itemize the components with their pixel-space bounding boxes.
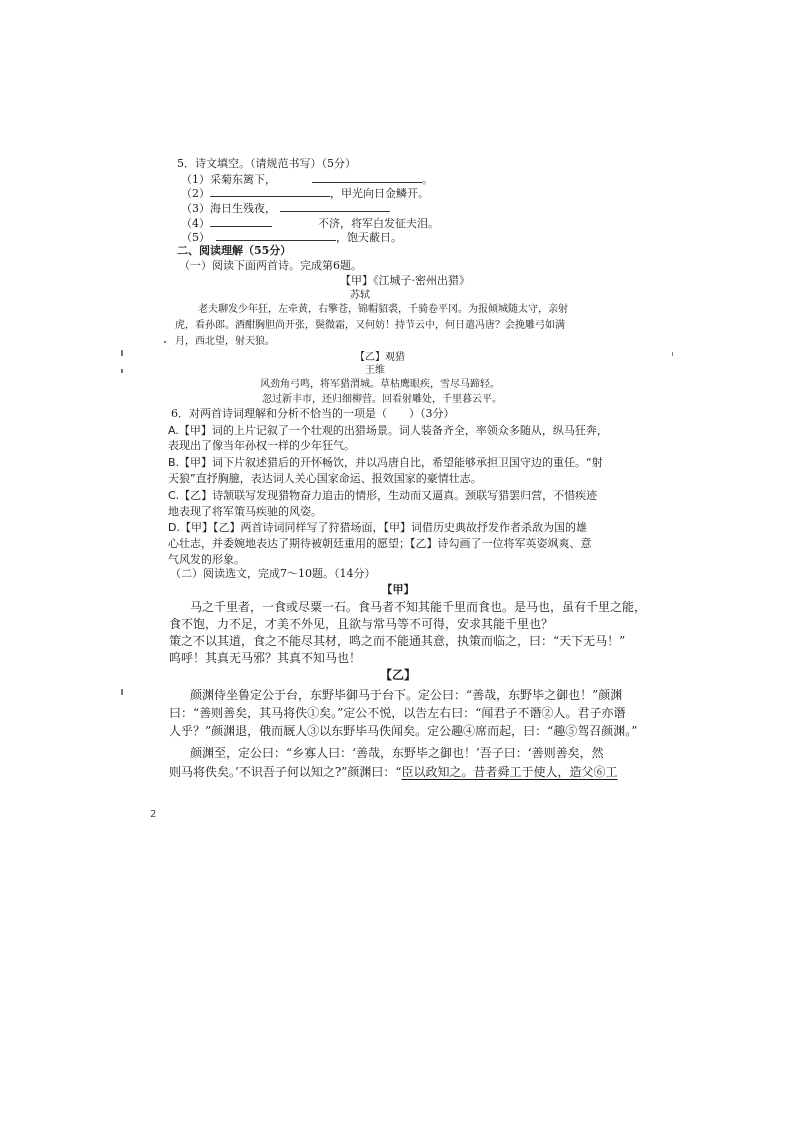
text-a-line-3: 策之不以其道，食之不能尽其材，鸣之而不能通其意，执策而临之，曰：“天下无马！”	[169, 634, 626, 648]
q5-line-1: （1）采菊东篱下， 。	[181, 173, 433, 186]
q5-line-4: （4） 不济，将军白发征夫泪。	[181, 217, 439, 230]
q5-line-5: （5） ，饱天蔽日。	[181, 231, 402, 244]
q5-line-2: （2） ，甲光向日金鳞开。	[181, 187, 429, 200]
scan-mark	[164, 341, 166, 343]
q6-option-d-line-2: 心壮志，并委婉地表达了期待被朝廷重用的愿望；【乙】诗勾画了一位将军英姿飒爽、意	[168, 537, 592, 550]
q6-stem: 6．对两首诗词理解和分析不恰当的一项是（ ）（3分）	[171, 407, 455, 420]
poem-b-author: 王维	[365, 365, 385, 376]
scan-mark	[672, 352, 673, 356]
text-a-line-4: 呜呼！其真无马邪？其真不知马也！	[169, 651, 362, 665]
poem-b-title: 【乙】观猎	[355, 352, 405, 363]
text-b-title: 【乙】	[379, 668, 416, 682]
text-b-line-2: 曰：“善则善矣，其马将佚①矣。”定公不悦，以告左右曰：“闻君子不谮②人。君子亦谮	[169, 706, 626, 720]
text-b-line-1: 颜渊侍坐鲁定公于台，东野毕御马于台下。定公曰：“善哉，东野毕之御也！”颜渊	[190, 688, 623, 702]
q6-option-a-line-1: A.【甲】词的上片记叙了一个壮观的出猎场景。词人装备齐全，率领众多随从，纵马狂奔，	[168, 424, 608, 437]
text-b-line-5: 则马将佚矣。’不识吾子何以知之?”颜渊曰：“臣以政知之。昔者舜工于使人，造父⑥工	[169, 765, 618, 779]
poem-a-line-1: 老夫聊发少年狂，左牵黄，右擎苍，锦帽貂裘，千骑卷平冈。为报倾城随太守，亲射	[198, 304, 568, 315]
poem-a-title: 【甲】《江城子·密州出猎》	[340, 274, 470, 287]
q6-option-b-line-1: B.【甲】词下片叙述猎后的开怀畅饮，并以冯唐自比，希望能够承担卫国守边的重任。“射	[168, 456, 603, 469]
q6-option-c-line-2: 地表现了将军策马疾驰的风姿。	[168, 505, 322, 518]
scan-mark	[121, 350, 123, 356]
poem-b-line-1: 风劲角弓鸣，将军猎渭城。草枯鹰眼疾，雪尽马蹄轻。	[260, 379, 500, 390]
q5-heading: 5．诗文填空。（请规范书写）（5分）	[177, 157, 356, 170]
section-heading: 二、阅读理解（55分）	[177, 244, 292, 257]
answer-blank[interactable]	[280, 200, 390, 212]
q5-line-3: （3）海日生残夜，	[181, 200, 390, 216]
text-a-line-2: 食不饱，力不足，才美不外见，且欲与常马等不可得，安求其能千里也？	[169, 617, 554, 631]
text-a-title: 【甲】	[381, 583, 415, 596]
q6-option-b-line-2: 天狼”直抒胸臆，表达词人关心国家命运、报效国家的豪情壮志。	[168, 472, 482, 485]
text-a-line-1: 马之千里者，一食或尽粟一石。食马者不知其能千里而食也。是马也，虽有千里之能，	[190, 600, 647, 614]
scan-mark	[121, 689, 123, 695]
poem-b-line-2: 忽过新丰市，还归细柳营。回看射雕处，千里暮云平。	[262, 394, 502, 405]
poem-a-author: 苏轼	[350, 290, 370, 301]
q6-option-d-line-3: 气风发的形象。	[168, 553, 245, 566]
answer-blank[interactable]	[210, 185, 330, 197]
text-b-line-4: 颜渊至，定公曰：“乡寡人曰：‘善哉，东野毕之御也！’吾子曰：‘善则善矣，然	[190, 746, 604, 760]
answer-blank[interactable]	[312, 171, 422, 183]
answer-blank[interactable]	[210, 215, 272, 227]
q6-option-d-line-1: D.【甲】【乙】两首诗词同样写了狩猎场面，【甲】词借历史典故抒发作者杀敌为国的雄	[168, 521, 587, 534]
answer-blank[interactable]	[216, 229, 336, 241]
poem-a-line-3: 月，西北望，射天狼。	[175, 336, 275, 347]
text-b-line-3: 人乎？”颜渊退，俄而厩人③以东野毕马佚闻矣。定公趣④席而起，曰：“趣⑤驾召颜渊。”	[169, 724, 638, 738]
part1-instruction: （一）阅读下面两首诗。完成第6题。	[179, 259, 362, 272]
q6-option-c-line-1: C.【乙】诗颔联写发现猎物奋力追击的情形，生动而又逼真。颈联写猎罢归营，不惜疾迹	[168, 489, 598, 502]
q6-option-a-line-2: 表现出了像当年孙权一样的少年狂气。	[168, 439, 355, 452]
underlined-sentence: 臣以政知之。昔者舜工于使人，造父⑥工	[401, 765, 618, 779]
scan-mark	[121, 369, 123, 373]
poem-a-line-2: 虎，看孙郎。酒酣胸胆尚开张，鬓微霜，又何妨！持节云中，何日遣冯唐？会挽雕弓如满	[175, 320, 565, 331]
part2-instruction: （二）阅读选文，完成7～10题。（14分）	[170, 567, 376, 580]
page-number: 2	[150, 809, 157, 820]
